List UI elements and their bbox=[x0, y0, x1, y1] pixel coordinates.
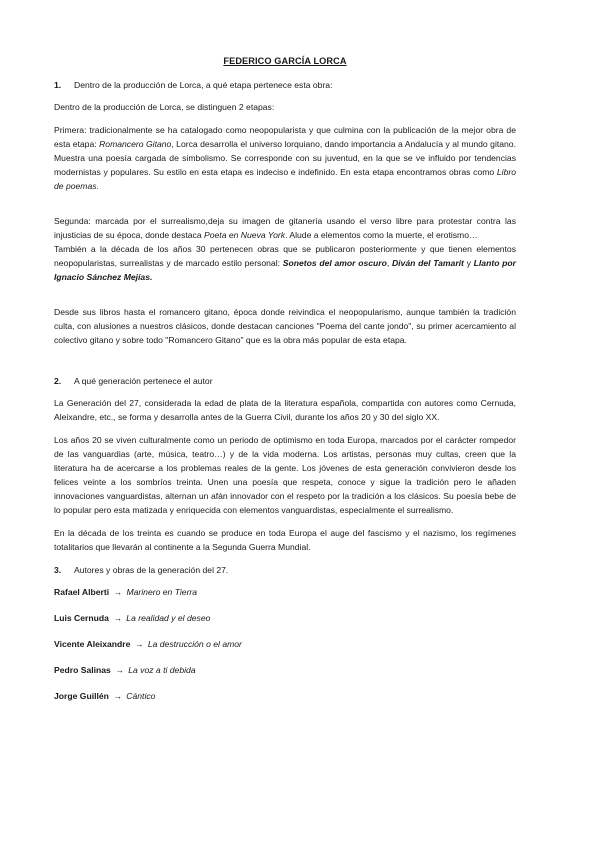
author-name: Rafael Alberti bbox=[54, 587, 110, 597]
question-3 bbox=[54, 563, 516, 577]
question-2 bbox=[54, 374, 516, 388]
tambien-paragraph: También a la década de los años 30 pertenecen obras que se publicaron posteriormente y que tienen elementos neopopularistas, surrealistas y de marcado estilo personal: Sonetos del amor oscuro, Diván del Tamarit y Llanto por Ignacio Sánchez Mejías. bbox=[54, 244, 517, 282]
question-text: Dentro de la producción de Lorca, a qué etapa pertenece esta obra: bbox=[74, 80, 333, 90]
author-work: La destrucción o el amor bbox=[147, 639, 242, 649]
author-item bbox=[54, 689, 516, 703]
arrow-icon: → bbox=[134, 639, 144, 649]
arrow-icon: → bbox=[115, 665, 124, 675]
intro-paragraph: Dentro de la producción de Lorca, se distinguen 2 etapas: bbox=[54, 102, 275, 112]
author-work: Marinero en Tierra bbox=[126, 587, 198, 597]
question-number: 2. bbox=[54, 376, 62, 386]
arrow-icon: → bbox=[113, 691, 122, 701]
question-1 bbox=[54, 78, 516, 92]
document-title: FEDERICO GARCÍA LORCA bbox=[223, 56, 347, 66]
author-item bbox=[54, 611, 516, 625]
primera-paragraph: Primera: tradicionalmente se ha catalogado como neopopularista y que culmina con la publicación de la mejor obra de esta etapa: Romancero Gitano, Lorca desarrolla el universo lorquiano, dando importancia a Andalucía y al mundo gitano. Muestra una poesía cargada de simbolismo. Se corresponde con su juventud, en la que se ve influido por tendencias modernistas y populares. Su estilo en esta etapa es indeciso e indefinido. En esta etapa encontramos obras como Libro de poemas. bbox=[54, 125, 516, 191]
question-text: A qué generación pertenece el autor bbox=[74, 376, 213, 386]
question-text: Autores y obras de la generación del 27. bbox=[74, 565, 229, 575]
author-item bbox=[54, 585, 516, 599]
author-work: Cántico bbox=[126, 691, 156, 701]
question-number: 3. bbox=[54, 565, 62, 575]
generation-paragraph-3: En la década de los treinta es cuando se produce en toda Europa el auge del fascismo y el nazismo, los regímenes totalitarios que llevarán al continente a la Segunda Guerra Mundial. bbox=[54, 528, 516, 552]
arrow-icon: → bbox=[113, 613, 122, 623]
author-work: La voz a ti debida bbox=[128, 665, 196, 675]
author-name: Luis Cernuda bbox=[54, 613, 109, 623]
author-name: Jorge Guillén bbox=[54, 691, 109, 701]
question-number: 1. bbox=[54, 80, 62, 90]
author-name: Pedro Salinas bbox=[54, 665, 111, 675]
author-work: La realidad y el deseo bbox=[126, 613, 211, 623]
segunda-paragraph: Segunda: marcada por el surrealismo,deja su imagen de gitanería usando el verso libre para protestar contra las injusticias de su época, donde destaca Poeta en Nueva York. Alude a elementos como la muerte, el erotismo… bbox=[54, 216, 516, 240]
author-item bbox=[54, 637, 516, 651]
arrow-icon: → bbox=[113, 587, 123, 597]
author-item bbox=[54, 663, 516, 677]
generation-paragraph-2: Los años 20 se viven culturalmente como un periodo de optimismo en toda Europa, marcados por el carácter rompedor de las vanguardias (arte, música, teatro…) y de la vida moderna. Los artistas, personas muy cultas, creen que la literatura ha de acercarse a los problemas reales de la gente. Los jóvenes de esta generación convivieron desde los felices veinte a los sombríos treinta. Unen una poesía que respeta, conoce y sigue la tradición pero le añaden innovaciones vanguardistas, alternan un afán innovador con el respeto por la tradición a los clásicos. Su poesía bebe de lo popular pero esta matizada y enriquecida con elementos vanguardistas, especialmente el surrealismo. bbox=[54, 435, 516, 515]
author-name: Vicente Aleixandre bbox=[54, 639, 131, 649]
desde-paragraph: Desde sus libros hasta el romancero gitano, época donde reivindica el neopopularismo, aunque también la tradición culta, con alusiones a nuestros clásicos, donde destacan canciones "Poema del cante jondo", su primer acercamiento al colectivo gitano y sobre todo "Romancero Gitano" que es la obra más popular de esta etapa. bbox=[54, 307, 516, 345]
generation-paragraph-1: La Generación del 27, considerada la edad de plata de la literatura española, compartida con autores como Cernuda, Aleixandre, etc., se forma y desarrolla antes de la Guerra Civil, durante los años 20 y 30 del siglo XX. bbox=[54, 398, 516, 422]
